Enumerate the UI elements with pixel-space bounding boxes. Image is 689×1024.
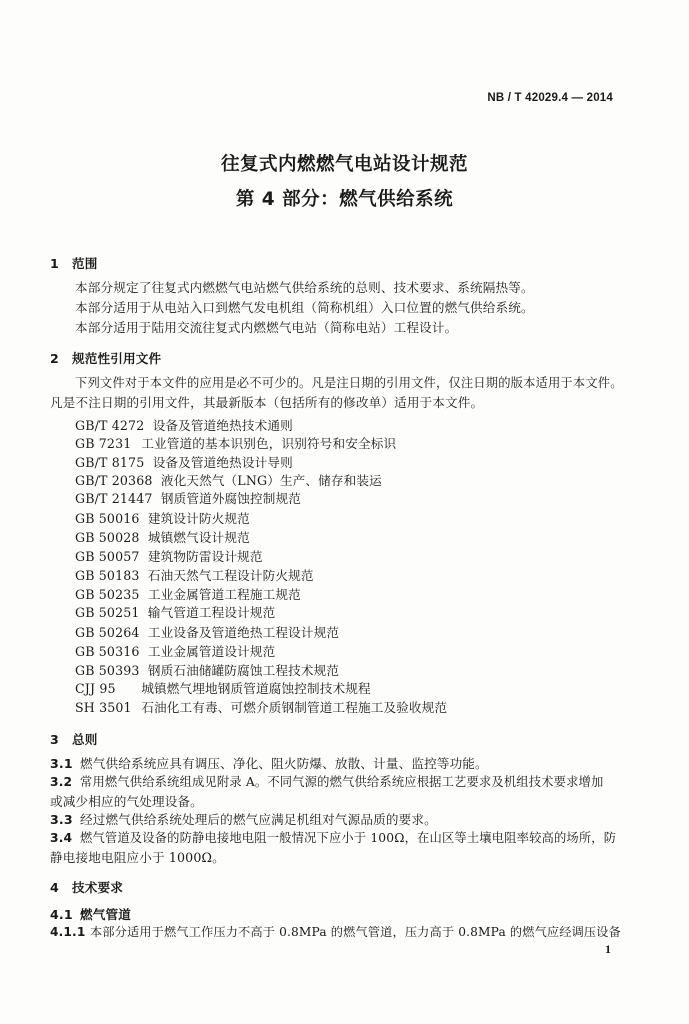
clause-text: 经过燃气供给系统处理后的燃气应满足机组对气源品质的要求。 bbox=[80, 812, 437, 827]
reference-item bbox=[75, 625, 339, 640]
reference-item bbox=[75, 568, 314, 583]
reference-code: GB/T 20368 bbox=[75, 473, 153, 488]
reference-title: 城镇燃气埋地钢质管道腐蚀控制技术规程 bbox=[141, 681, 371, 696]
paragraph: 本部分适用于从电站入口到燃气发电机组（简称机组）入口位置的燃气供给系统。 bbox=[75, 300, 534, 315]
section-title: 规范性引用文件 bbox=[72, 351, 162, 366]
reference-code: SH 3501 bbox=[75, 700, 132, 715]
reference-item bbox=[75, 436, 396, 451]
reference-code: GB 50251 bbox=[75, 605, 140, 620]
section-4-heading bbox=[50, 880, 123, 895]
reference-title: 液化天然气（LNG）生产、储存和装运 bbox=[160, 473, 382, 488]
subsection-4-1-heading bbox=[50, 907, 131, 922]
reference-item bbox=[75, 549, 263, 564]
reference-item bbox=[75, 455, 293, 470]
section-1-heading bbox=[50, 256, 98, 271]
reference-title: 工业金属管道设计规范 bbox=[147, 644, 276, 659]
clause-text: 常用燃气供给系统组成见附录 A。不同气源的燃气供给系统应根据工艺要求及机组技术要求增加 bbox=[80, 775, 604, 789]
clause-text: 本部分适用于燃气工作压力不高于 0.8MPa 的燃气管道，压力高于 0.8MPa 的燃气应经调压设备 bbox=[90, 925, 621, 939]
reference-title: 建筑物防雷设计规范 bbox=[147, 549, 263, 564]
reference-item bbox=[75, 530, 250, 545]
section-2-heading bbox=[50, 351, 161, 366]
reference-code: GB 50235 bbox=[75, 587, 140, 602]
reference-title: 设备及管道绝热技术通则 bbox=[152, 418, 293, 433]
reference-item bbox=[75, 418, 293, 433]
section-3-heading bbox=[50, 732, 98, 747]
section-number: 1 bbox=[50, 256, 59, 271]
clause-item bbox=[50, 775, 603, 790]
reference-title: 石油化工有毒、可燃介质钢制管道工程施工及验收规范 bbox=[141, 700, 448, 715]
reference-title: 钢质管道外腐蚀控制规范 bbox=[160, 491, 302, 506]
reference-code: GB 50316 bbox=[75, 644, 140, 659]
reference-item bbox=[75, 681, 371, 696]
clause-item bbox=[50, 756, 488, 771]
clause-continuation: 静电接地电阻应小于 1000Ω。 bbox=[50, 850, 225, 865]
paragraph: 下列文件对于本文件的应用是必不可少的。凡是注日期的引用文件，仅注日期的版本适用于本文件。 bbox=[75, 376, 623, 390]
reference-title: 设备及管道绝热设计导则 bbox=[152, 455, 293, 470]
clause-number: 3.1 bbox=[50, 756, 73, 771]
reference-item bbox=[75, 491, 301, 506]
section-title: 技术要求 bbox=[72, 880, 123, 895]
reference-item bbox=[75, 587, 301, 602]
reference-code: GB 50183 bbox=[75, 568, 140, 583]
clause-item bbox=[50, 925, 621, 940]
clause-continuation: 或减少相应的气处理设备。 bbox=[50, 794, 203, 809]
reference-code: GB 50016 bbox=[75, 511, 140, 526]
reference-item bbox=[75, 511, 250, 526]
reference-item bbox=[75, 663, 339, 678]
clause-item bbox=[50, 831, 616, 846]
clause-item bbox=[50, 812, 437, 827]
section-number: 2 bbox=[50, 351, 59, 366]
reference-item bbox=[75, 605, 275, 620]
paragraph: 本部分适用于陆用交流往复式内燃燃气电站（简称电站）工程设计。 bbox=[75, 320, 458, 335]
reference-title: 工业金属管道工程施工规范 bbox=[147, 587, 301, 602]
clause-text: 燃气供给系统应具有调压、净化、阻火防爆、放散、计量、监控等功能。 bbox=[80, 756, 488, 771]
reference-item bbox=[75, 700, 447, 715]
clause-number: 3.2 bbox=[50, 775, 73, 789]
subsection-number: 4.1 bbox=[50, 907, 73, 922]
reference-title: 钢质石油储罐防腐蚀工程技术规范 bbox=[147, 663, 340, 678]
reference-title: 城镇燃气设计规范 bbox=[147, 530, 250, 545]
reference-title: 输气管道工程设计规范 bbox=[147, 605, 276, 620]
reference-title: 工业管道的基本识别色，识别符号和安全标识 bbox=[141, 436, 397, 451]
document-subtitle: 第 4 部分：燃气供给系统 bbox=[235, 189, 454, 210]
subsection-title: 燃气管道 bbox=[80, 907, 131, 922]
reference-code: CJJ 95 bbox=[75, 681, 116, 696]
reference-title: 工业设备及管道绝热工程设计规范 bbox=[147, 625, 340, 640]
reference-item bbox=[75, 473, 382, 488]
reference-code: GB/T 8175 bbox=[75, 455, 145, 470]
paragraph: 凡是不注日期的引用文件，其最新版本（包括所有的修改单）适用于本文件。 bbox=[50, 395, 484, 410]
section-title: 总则 bbox=[72, 732, 98, 747]
reference-item bbox=[75, 644, 275, 659]
reference-title: 石油天然气工程设计防火规范 bbox=[147, 568, 314, 583]
clause-number: 4.1.1 bbox=[50, 925, 86, 939]
reference-code: GB 50057 bbox=[75, 549, 140, 564]
reference-code: GB 7231 bbox=[75, 436, 132, 451]
reference-code: GB/T 21447 bbox=[75, 491, 153, 506]
standard-code: NB / T 42029.4 — 2014 bbox=[487, 92, 613, 104]
clause-number: 3.4 bbox=[50, 831, 73, 845]
paragraph: 本部分规定了往复式内燃燃气电站燃气供给系统的总则、技术要求、系统隔热等。 bbox=[75, 280, 534, 295]
clause-number: 3.3 bbox=[50, 812, 73, 827]
reference-code: GB 50393 bbox=[75, 663, 140, 678]
section-number: 4 bbox=[50, 880, 59, 895]
clause-text: 燃气管道及设备的防静电接地电阻一般情况下应小于 100Ω，在山区等土壤电阻率较高的场所，防 bbox=[80, 831, 617, 845]
reference-code: GB 50028 bbox=[75, 530, 140, 545]
section-title: 范围 bbox=[72, 256, 98, 271]
reference-title: 建筑设计防火规范 bbox=[147, 511, 250, 526]
reference-code: GB/T 4272 bbox=[75, 418, 145, 433]
section-number: 3 bbox=[50, 732, 59, 747]
page-number: 1 bbox=[605, 942, 611, 956]
document-title: 往复式内燃燃气电站设计规范 bbox=[220, 154, 468, 175]
reference-code: GB 50264 bbox=[75, 625, 140, 640]
